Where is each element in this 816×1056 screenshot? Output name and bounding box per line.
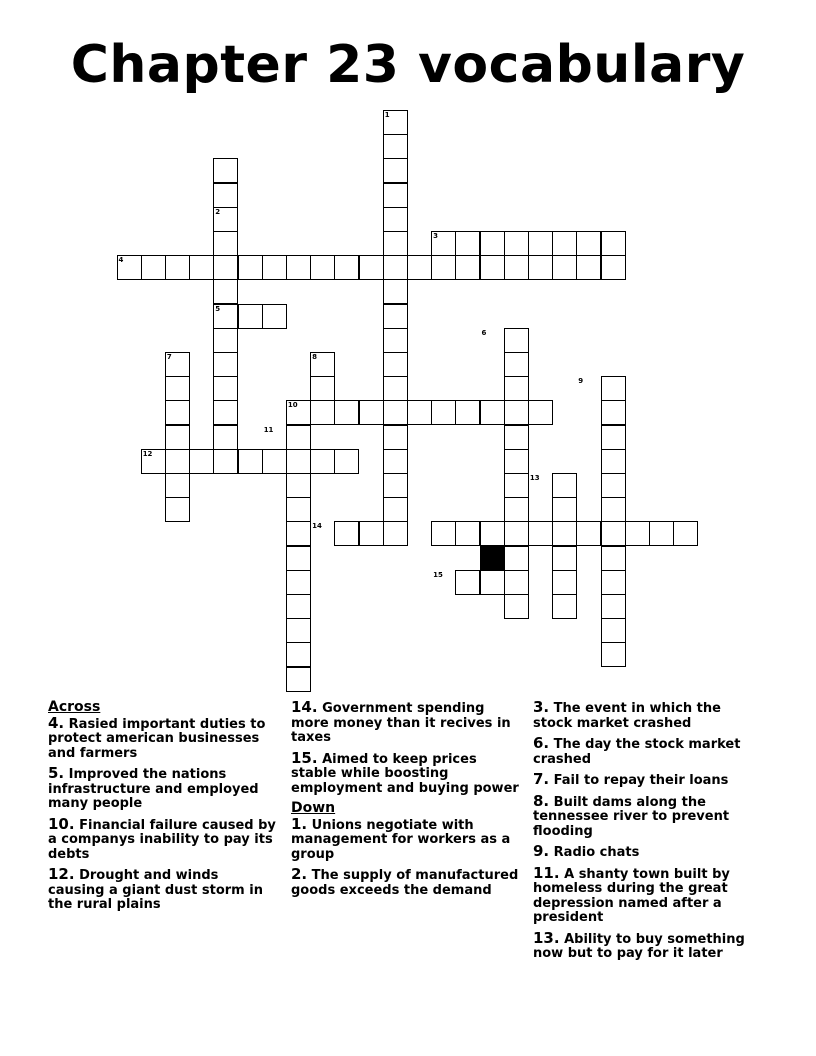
grid-cell[interactable]: [383, 110, 408, 135]
clue-number-label: 6: [481, 328, 487, 337]
grid-cell[interactable]: [213, 207, 238, 232]
grid-cell[interactable]: [262, 255, 287, 280]
clue-text: The event in which the stock market crashed: [533, 701, 721, 731]
grid-cell[interactable]: [383, 158, 408, 183]
clue-text: Drought and winds causing a giant dust storm in the rural plains: [48, 868, 263, 912]
grid-cell[interactable]: [310, 352, 335, 377]
grid-cell[interactable]: [334, 400, 359, 425]
grid-cell[interactable]: [383, 425, 408, 450]
grid-cell[interactable]: [286, 594, 311, 619]
clue-number-label: 15: [433, 570, 443, 579]
grid-cell[interactable]: [165, 352, 190, 377]
grid-cell[interactable]: [528, 521, 553, 546]
grid-cell[interactable]: [286, 667, 311, 692]
clue-number: 5.: [48, 764, 65, 782]
grid-cell[interactable]: [528, 231, 553, 256]
grid-cell[interactable]: [576, 521, 601, 546]
grid-cell[interactable]: [383, 183, 408, 208]
clue-number-label: 10: [287, 401, 298, 410]
grid-cell[interactable]: [673, 521, 698, 546]
clue-column-2: [291, 700, 521, 903]
grid-cell[interactable]: [552, 521, 577, 546]
clue-item: [533, 700, 763, 731]
grid-cell[interactable]: [213, 352, 238, 377]
grid-cell[interactable]: [286, 473, 311, 498]
clue-item: [48, 867, 278, 913]
grid-cell[interactable]: [213, 376, 238, 401]
grid-cell[interactable]: [601, 497, 626, 522]
grid-cell[interactable]: [552, 570, 577, 595]
grid-cell[interactable]: [552, 497, 577, 522]
clue-number-label: 5: [215, 304, 221, 313]
grid-cell[interactable]: [286, 497, 311, 522]
clue-number: 1.: [291, 814, 308, 833]
grid-cell[interactable]: [383, 400, 408, 425]
grid-cell[interactable]: [286, 255, 311, 280]
grid-cell[interactable]: [504, 400, 529, 425]
clue-number-label: 1: [384, 111, 390, 119]
clue-text: Built dams along the tennessee river to prevent flooding: [533, 794, 730, 839]
clue-number-label: 13: [529, 474, 540, 482]
clue-item: [533, 928, 763, 962]
grid-cell[interactable]: [383, 376, 408, 401]
clue-number: 15.: [291, 748, 318, 767]
grid-cell[interactable]: [455, 231, 480, 256]
grid-cell[interactable]: [383, 328, 408, 353]
grid-cell[interactable]: [431, 231, 456, 256]
clue-item: [48, 814, 278, 863]
grid-cell[interactable]: [262, 304, 287, 329]
clue-number: 2.: [291, 865, 308, 883]
clue-column-3: [533, 700, 763, 967]
grid-cell[interactable]: [431, 521, 456, 546]
grid-cell[interactable]: [165, 449, 190, 474]
grid-cell[interactable]: [407, 400, 432, 425]
clue-number-label: 3: [433, 232, 438, 240]
grid-cell[interactable]: [359, 255, 384, 280]
grid-cell[interactable]: [625, 521, 650, 546]
grid-cell[interactable]: [552, 473, 577, 498]
grid-cell[interactable]: [359, 400, 384, 425]
grid-cell[interactable]: [262, 449, 287, 474]
across-heading: Across: [48, 699, 101, 715]
clue-text: A shanty town built by homeless during the great depression named after a president: [533, 866, 730, 925]
grid-cell[interactable]: [165, 400, 190, 425]
grid-cell[interactable]: [601, 449, 626, 474]
clue-item: [291, 700, 521, 746]
grid-cell[interactable]: [165, 255, 190, 280]
grid-cell[interactable]: [552, 255, 577, 280]
clue-text: The supply of manufactured goods exceeds the demand: [291, 868, 519, 898]
grid-cell[interactable]: [383, 521, 408, 546]
grid-cell[interactable]: [455, 400, 480, 425]
grid-cell[interactable]: [383, 449, 408, 474]
grid-cell[interactable]: [213, 183, 238, 208]
grid-cell[interactable]: [165, 376, 190, 401]
clue-number-label: 14: [312, 522, 322, 531]
grid-cell[interactable]: [334, 449, 359, 474]
grid-cell[interactable]: [334, 255, 359, 280]
clue-number: 4.: [48, 713, 65, 732]
grid-cell[interactable]: [286, 449, 311, 474]
grid-cell[interactable]: [213, 231, 238, 256]
grid-cell[interactable]: [165, 497, 190, 522]
grid-cell[interactable]: [504, 521, 529, 546]
grid-cell[interactable]: [141, 255, 166, 280]
grid-cell[interactable]: [504, 255, 529, 280]
grid-cell[interactable]: [601, 425, 626, 450]
grid-cell[interactable]: [286, 570, 311, 595]
grid-cell[interactable]: [286, 521, 311, 546]
grid-cell[interactable]: [504, 328, 529, 353]
grid-cell[interactable]: [552, 594, 577, 619]
grid-cell[interactable]: [334, 521, 359, 546]
grid-cell[interactable]: [213, 158, 238, 183]
grid-cell[interactable]: [601, 618, 626, 643]
grid-cell[interactable]: [383, 497, 408, 522]
grid-cell[interactable]: [286, 400, 311, 425]
clue-item: [533, 844, 763, 861]
grid-cell[interactable]: [310, 255, 335, 280]
clue-text: Rasied important duties to protect american businesses and farmers: [48, 716, 266, 761]
grid-cell[interactable]: [286, 642, 311, 667]
grid-cell[interactable]: [480, 521, 505, 546]
grid-cell[interactable]: [528, 255, 553, 280]
grid-cell[interactable]: [601, 255, 626, 280]
grid-cell[interactable]: [601, 521, 626, 546]
grid-cell[interactable]: [504, 497, 529, 522]
grid-cell[interactable]: [552, 231, 577, 256]
grid-cell[interactable]: [601, 231, 626, 256]
clue-text: Ability to buy something now but to pay for it later: [533, 931, 745, 961]
grid-cell[interactable]: [601, 570, 626, 595]
grid-cell[interactable]: [383, 304, 408, 329]
grid-cell[interactable]: [431, 255, 456, 280]
clue-text: Financial failure caused by a companys inability to pay its debts: [48, 817, 276, 862]
grid-cell[interactable]: [286, 618, 311, 643]
page-title: Chapter 23 vocabulary: [70, 35, 746, 95]
grid-cell[interactable]: [189, 255, 214, 280]
grid-cell[interactable]: [238, 255, 263, 280]
clue-number-label: 4: [118, 256, 124, 265]
clue-number: 6.: [533, 734, 550, 752]
grid-cell[interactable]: [238, 449, 263, 474]
clue-number: 12.: [48, 865, 75, 883]
grid-cell[interactable]: [504, 473, 529, 498]
grid-cell[interactable]: [165, 473, 190, 498]
clue-item: [533, 772, 763, 789]
clue-number: 7.: [533, 770, 550, 788]
grid-cell[interactable]: [189, 449, 214, 474]
clue-number-label: 9: [578, 377, 584, 386]
clue-item: [533, 791, 763, 840]
clue-item: [291, 748, 521, 797]
grid-cell[interactable]: [383, 352, 408, 377]
grid-cell[interactable]: [649, 521, 674, 546]
clue-text: Fail to repay their loans: [549, 773, 729, 788]
clue-text: The day the stock market crashed: [533, 737, 741, 767]
clue-text: Improved the nations infrastructure and employed many people: [48, 767, 259, 811]
grid-cell[interactable]: [213, 279, 238, 304]
clue-text: Government spending more money than it recives in taxes: [291, 701, 511, 745]
clue-number: 13.: [533, 928, 560, 947]
clue-number: 3.: [533, 698, 550, 716]
grid-cell[interactable]: [552, 546, 577, 571]
grid-cell[interactable]: [455, 255, 480, 280]
clue-item: [533, 736, 763, 767]
clue-number-label: 7: [166, 353, 172, 361]
clue-number-label: 2: [215, 207, 221, 216]
grid-cell[interactable]: [213, 449, 238, 474]
grid-cell[interactable]: [141, 449, 166, 474]
clue-item: [291, 814, 521, 863]
clue-number-label: 12: [142, 449, 153, 458]
clue-text: Radio chats: [549, 845, 640, 860]
grid-cell[interactable]: [504, 546, 529, 571]
grid-cell[interactable]: [213, 328, 238, 353]
grid-cell[interactable]: [213, 255, 238, 280]
grid-cell[interactable]: [383, 279, 408, 304]
grid-cell[interactable]: [310, 400, 335, 425]
grid-cell[interactable]: [213, 400, 238, 425]
clue-column-1: [48, 700, 278, 918]
grid-cell[interactable]: [213, 304, 238, 329]
grid-cell[interactable]: [576, 231, 601, 256]
grid-cell[interactable]: [310, 449, 335, 474]
grid-cell[interactable]: [117, 255, 142, 280]
grid-cell[interactable]: [383, 231, 408, 256]
grid-cell[interactable]: [213, 425, 238, 450]
grid-cell[interactable]: [359, 521, 384, 546]
grid-cell[interactable]: [504, 352, 529, 377]
grid-cell[interactable]: [504, 449, 529, 474]
clue-number: 14.: [291, 698, 318, 716]
clue-item: [533, 863, 763, 926]
grid-cell[interactable]: [383, 134, 408, 159]
grid-cell[interactable]: [383, 255, 408, 280]
grid-cell[interactable]: [431, 400, 456, 425]
clue-text: Unions negotiate with management for workers as a group: [291, 817, 511, 862]
down-heading: Down: [291, 800, 336, 816]
grid-cell[interactable]: [601, 546, 626, 571]
grid-cell[interactable]: [455, 521, 480, 546]
grid-cell[interactable]: [165, 425, 190, 450]
grid-cell[interactable]: [528, 400, 553, 425]
grid-cell[interactable]: [238, 304, 263, 329]
clue-item: [291, 867, 521, 898]
grid-cell[interactable]: [383, 473, 408, 498]
grid-cell[interactable]: [480, 400, 505, 425]
clue-item: [48, 713, 278, 762]
grid-cell[interactable]: [504, 425, 529, 450]
grid-cell[interactable]: [504, 231, 529, 256]
grid-cell[interactable]: [286, 546, 311, 571]
grid-cell[interactable]: [601, 376, 626, 401]
grid-cell[interactable]: [455, 570, 480, 595]
grid-cell[interactable]: [601, 594, 626, 619]
grid-cell[interactable]: [310, 376, 335, 401]
grid-cell[interactable]: [576, 255, 601, 280]
clue-item: [48, 766, 278, 812]
grid-cell[interactable]: [504, 376, 529, 401]
grid-cell[interactable]: [480, 231, 505, 256]
clue-number-label: 11: [263, 425, 274, 434]
grid-cell[interactable]: [504, 570, 529, 595]
clue-number: 11.: [533, 863, 560, 882]
grid-cell[interactable]: [383, 207, 408, 232]
clue-text: Aimed to keep prices stable while boosting employment and buying power: [291, 751, 519, 796]
grid-cell[interactable]: [601, 400, 626, 425]
black-cell: [480, 546, 505, 571]
grid-cell[interactable]: [504, 594, 529, 619]
grid-cell[interactable]: [480, 255, 505, 280]
grid-cell[interactable]: [601, 473, 626, 498]
grid-cell[interactable]: [601, 642, 626, 667]
grid-cell[interactable]: [480, 570, 505, 595]
clue-number: 8.: [533, 791, 550, 810]
grid-cell[interactable]: [286, 425, 311, 450]
grid-cell[interactable]: [407, 255, 432, 280]
clue-number: 10.: [48, 814, 75, 833]
clue-number-label: 8: [312, 353, 317, 361]
clue-number: 9.: [533, 842, 550, 860]
